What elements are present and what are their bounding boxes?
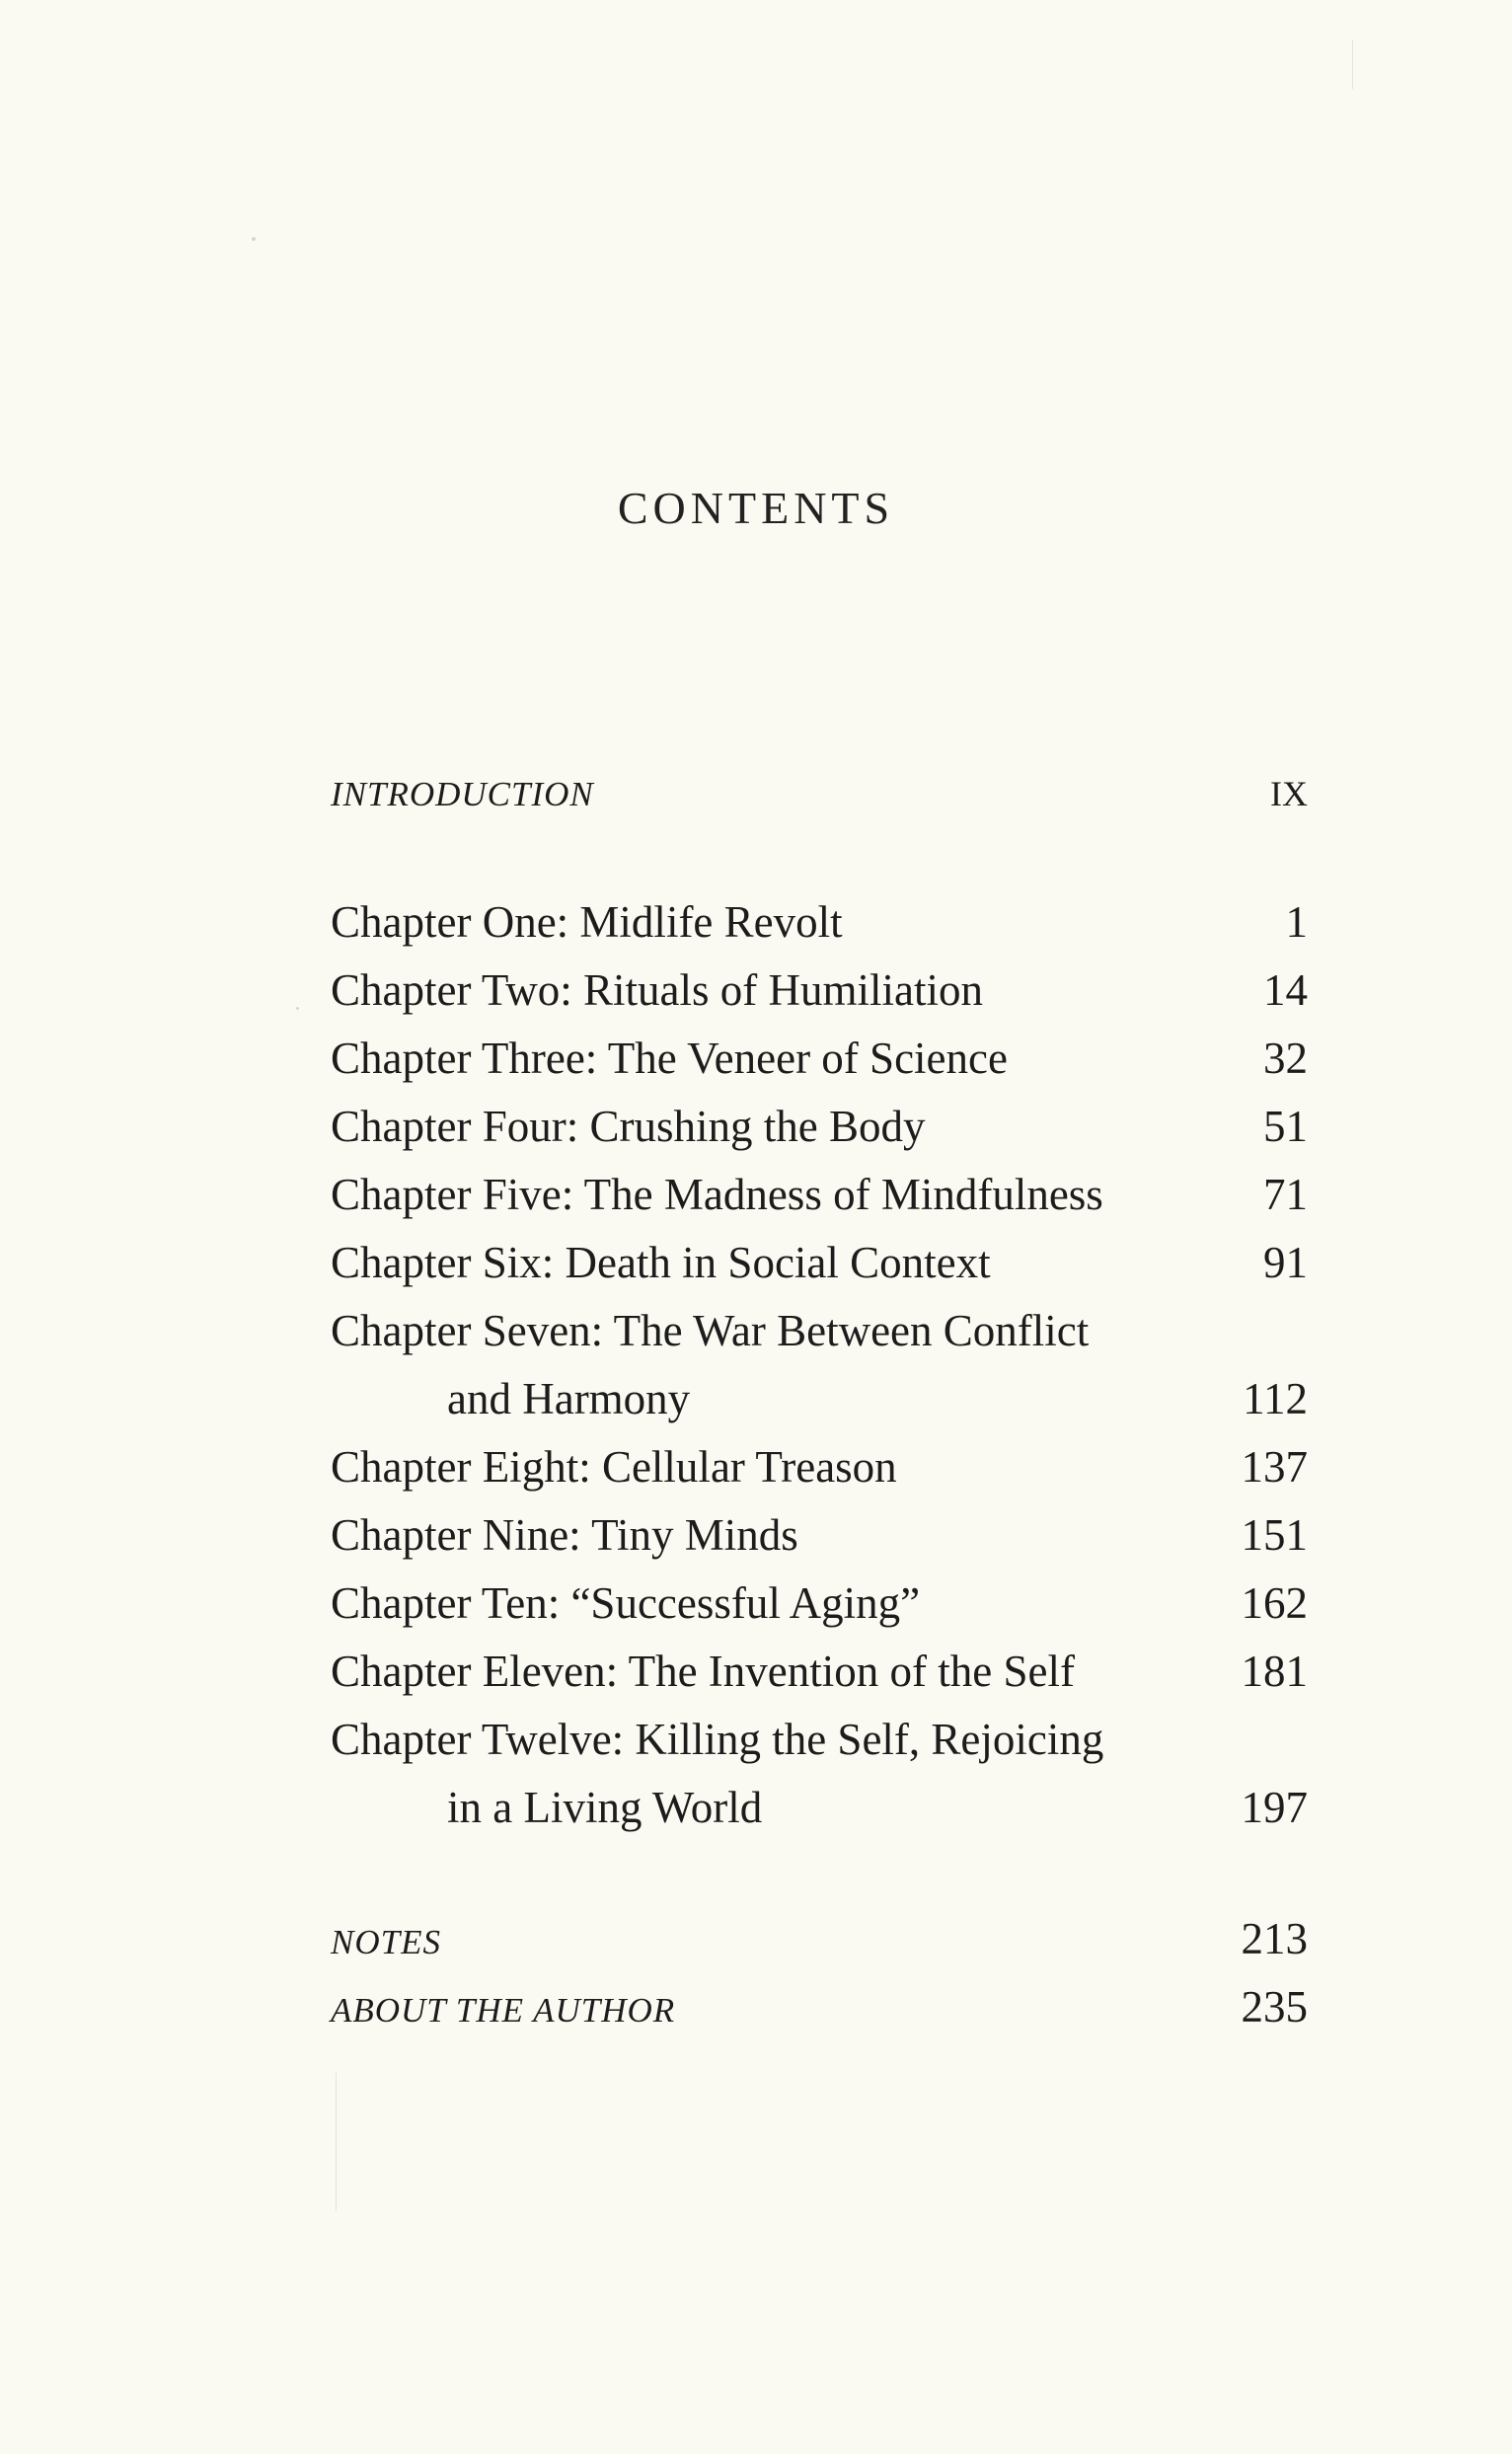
entry-title: Chapter Ten: “Successful Aging” [331,1578,921,1628]
toc-entry-chapter[interactable] [331,1433,1308,1500]
entry-title: Chapter Seven: The War Between Conflict [331,1306,1090,1355]
toc-entry-notes[interactable] [331,1905,1308,1972]
scan-speck [296,1007,299,1010]
entry-page-number: 137 [1241,1442,1308,1492]
entry-title: NOTES [331,1923,441,1961]
entry-title: Chapter One: Midlife Revolt [331,897,843,947]
entry-page-number: 213 [1241,1914,1308,1963]
entry-title-continued: in a Living World [447,1783,763,1832]
entry-page-number: 32 [1263,1034,1308,1083]
toc-entry-chapter[interactable] [331,1229,1308,1296]
toc-entry-chapter[interactable] [331,1025,1308,1092]
toc-entry-introduction[interactable] [331,760,1308,827]
entry-page-number: 14 [1263,965,1308,1015]
entry-title-continued: and Harmony [447,1374,691,1423]
toc-entry-chapter-continued[interactable] [331,1365,1308,1432]
toc-entry-about-the-author[interactable] [331,1973,1308,2040]
toc-entry-chapter-continued[interactable] [331,1774,1308,1841]
contents-heading: CONTENTS [617,483,895,533]
entry-page-number: 181 [1241,1647,1308,1696]
scan-mark [336,2073,337,2211]
toc-entry-chapter[interactable] [331,888,1308,956]
toc-entry-chapter[interactable] [331,1297,1308,1364]
entry-page-number: 197 [1241,1783,1308,1832]
entry-page-number: 235 [1241,1982,1308,2032]
entry-page-number: 162 [1241,1578,1308,1628]
entry-title: Chapter Twelve: Killing the Self, Rejoicing [331,1715,1104,1764]
entry-page-number: 151 [1241,1510,1308,1560]
entry-title: Chapter Two: Rituals of Humiliation [331,965,983,1015]
toc-entry-chapter[interactable] [331,1161,1308,1228]
toc-entry-chapter[interactable] [331,1706,1308,1773]
entry-page-number: IX [1270,774,1308,813]
entry-title: Chapter Eight: Cellular Treason [331,1442,897,1492]
toc-entry-chapter[interactable] [331,1638,1308,1705]
entry-title: Chapter Five: The Madness of Mindfulness [331,1170,1103,1219]
toc-entry-chapter[interactable] [331,1570,1308,1637]
entry-page-number: 112 [1243,1374,1308,1423]
scan-mark [1352,39,1353,89]
entry-title: Chapter Three: The Veneer of Science [331,1034,1008,1083]
entry-title: Chapter Eleven: The Invention of the Self [331,1647,1075,1696]
scan-speck [252,237,256,241]
entry-page-number: 91 [1263,1238,1308,1287]
entry-title: INTRODUCTION [331,775,594,813]
entry-page-number: 71 [1263,1170,1308,1219]
toc-entry-chapter[interactable] [331,1093,1308,1160]
entry-title: Chapter Six: Death in Social Context [331,1238,991,1287]
entry-title: Chapter Four: Crushing the Body [331,1102,926,1151]
entry-title: ABOUT THE AUTHOR [331,1991,676,2030]
entry-title: Chapter Nine: Tiny Minds [331,1510,798,1560]
toc-entry-chapter[interactable] [331,1501,1308,1569]
entry-page-number: 51 [1263,1102,1308,1151]
toc-entry-chapter[interactable] [331,957,1308,1024]
entry-page-number: 1 [1285,897,1308,947]
